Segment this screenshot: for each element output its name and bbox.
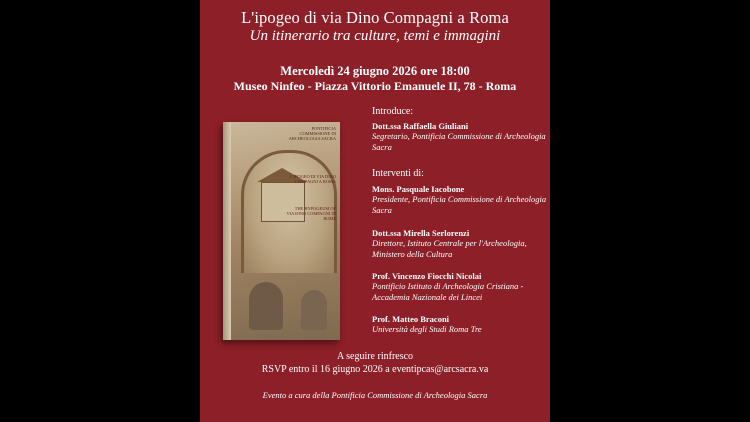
poster-subtitle: Un itinerario tra culture, temi e immagini [249, 28, 501, 44]
book-series-text: PONTIFICIA COMMISSIONE DI ARCHEOLOGIA SACRA [288, 126, 336, 141]
book-title-text: L'IPOGEO DI VIA DINO COMPAGNI A ROMA [290, 174, 336, 184]
event-poster [200, 0, 550, 422]
event-venue: Museo Ninfeo - Piazza Vittorio Emanuele II, 78 - Roma [233, 79, 517, 93]
rsvp-line: RSVP entro il 16 giugno 2026 a eventipcas@arcsacra.va [261, 364, 489, 375]
introduce-label: Introduce: [372, 106, 414, 117]
book-spine [223, 122, 231, 340]
poster-title: L'ipogeo di via Dino Compagni a Roma [241, 8, 509, 27]
introducer-name: Dott.ssa Raffaella Giuliani [372, 121, 469, 131]
speaker-name: Prof. Matteo Braconi [372, 314, 450, 324]
speaker-name: Prof. Vincenzo Fiocchi Nicolai [372, 271, 482, 281]
book-cover [231, 122, 340, 340]
interventi-label: Interventi di: [372, 168, 424, 179]
book-cover-image [223, 122, 340, 340]
refreshment-note: A seguire rinfresco [336, 351, 414, 362]
organizer-note: Evento a cura della Pontificia Commissione di Archeologia Sacra [262, 390, 488, 400]
fresco-figure [249, 282, 283, 330]
speaker-role: Pontificio Istituto di Archeologia Cristiana - Accademia Nazionale dei Lincei [372, 281, 524, 302]
introducer-role: Segretario, Pontificia Commissione di Archeologia Sacra [372, 131, 546, 152]
speaker-role: Università degli Studi Roma Tre [372, 324, 482, 334]
speaker-role: Presidente, Pontificia Commissione di Archeologia Sacra [372, 194, 547, 215]
book-title-en-text: THE HYPOGEUM OF VIA DINO COMPAGNI IN ROME [286, 206, 336, 221]
speaker-role: Direttore, Istituto Centrale per l'Archeologia, Ministero della Cultura [372, 238, 527, 259]
speaker-name: Dott.ssa Mirella Serlorenzi [372, 228, 470, 238]
speaker-name: Mons. Pasquale Iacobone [372, 184, 465, 194]
fresco-figure-secondary [301, 290, 327, 330]
event-datetime: Mercoledì 24 giugno 2026 ore 18:00 [280, 64, 470, 78]
